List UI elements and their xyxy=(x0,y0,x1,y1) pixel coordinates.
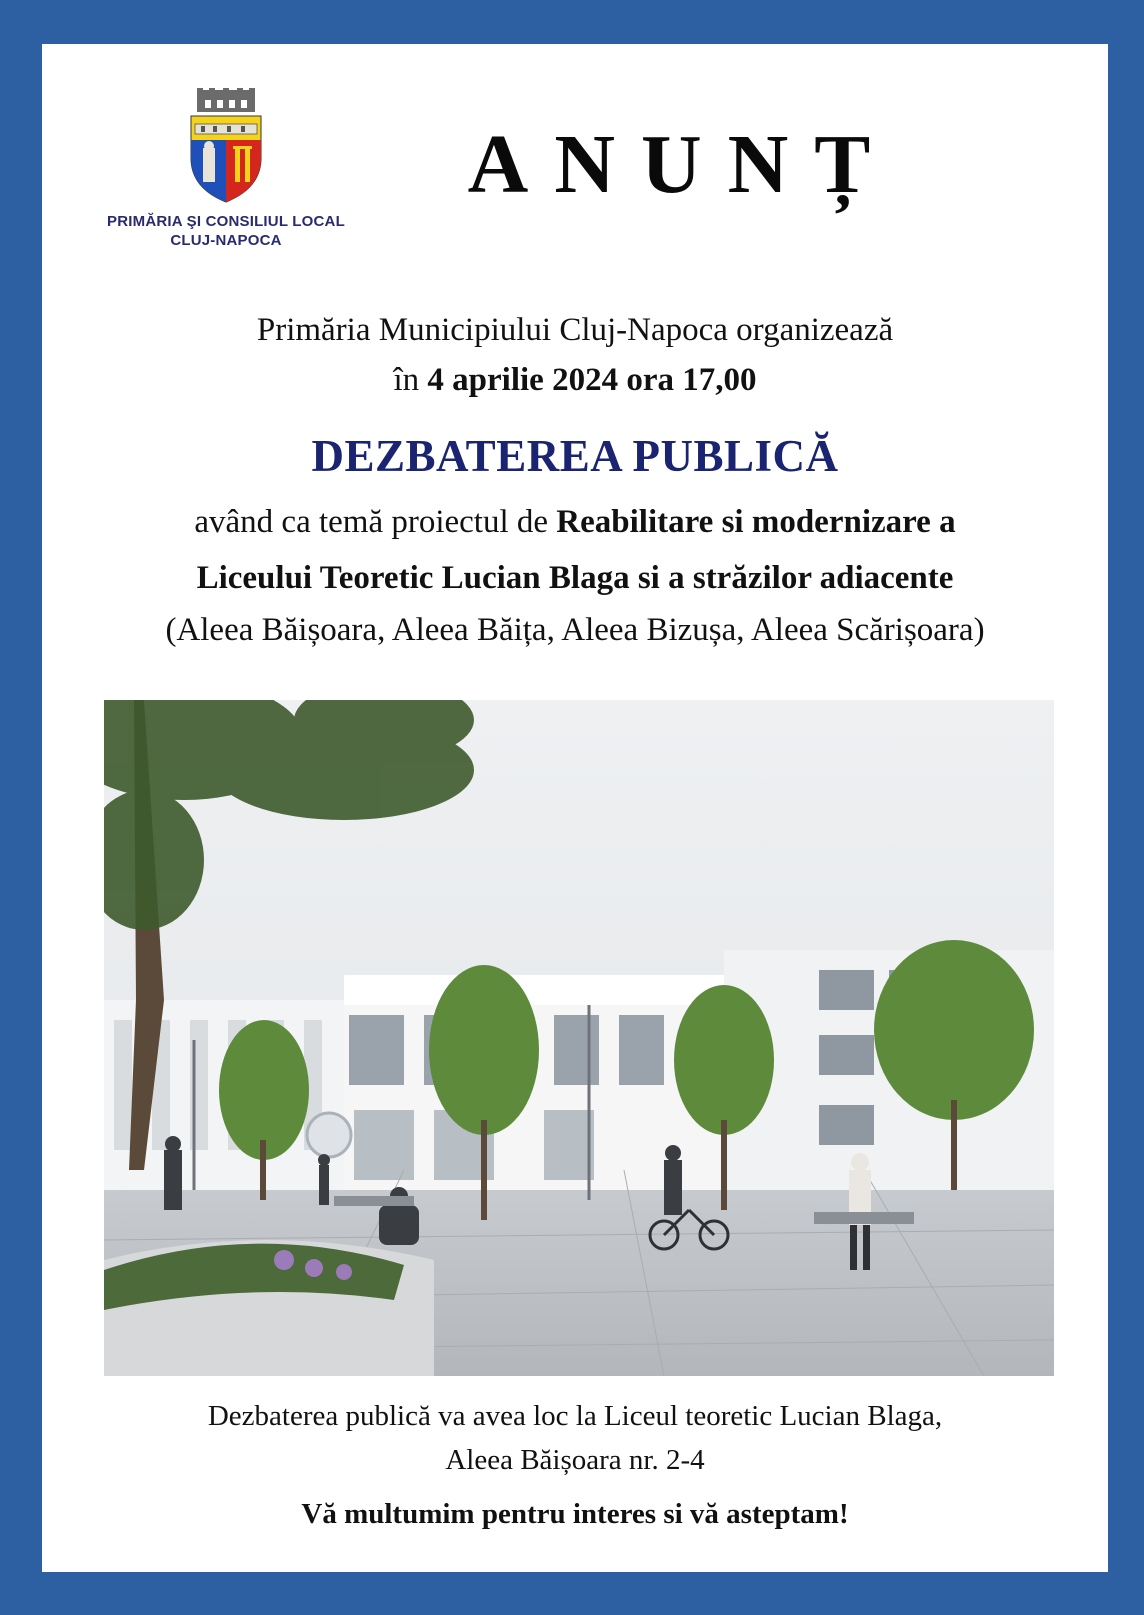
topic-line-2: Liceului Teoretic Lucian Blaga si a străzilor adiacente xyxy=(196,560,954,596)
intro-text: Primăria Municipiului Cluj-Napoca organizează xyxy=(256,312,894,348)
date-prefix: în xyxy=(393,362,428,398)
date-line xyxy=(42,362,1108,399)
topic-line-1 xyxy=(42,504,1108,541)
street-list: (Aleea Băișoara, Aleea Băița, Aleea Bizușa, Aleea Scărișoara) xyxy=(165,612,985,648)
coat-of-arms-icon xyxy=(187,88,265,204)
announcement-sheet xyxy=(42,44,1108,1572)
school-rendering-image xyxy=(104,700,1054,1376)
topic-bold-1: Reabilitare si modernizare a xyxy=(556,504,956,540)
event-title: DEZBATEREA PUBLICĂ xyxy=(311,431,839,481)
city-hall-logo xyxy=(96,88,356,250)
logo-text-line-2: CLUJ-NAPOCA xyxy=(170,232,282,249)
event-date: 4 aprilie 2024 ora 17,00 xyxy=(427,362,757,398)
announcement-title: ANUNȚ xyxy=(467,118,897,211)
thank-you-message: Vă multumim pentru interes si vă asteptam! xyxy=(301,1498,849,1530)
location-line-2: Aleea Băișoara nr. 2-4 xyxy=(445,1444,705,1476)
topic-prefix: având ca temă proiectul de xyxy=(194,504,557,540)
logo-text-line-1: PRIMĂRIA ŞI CONSILIUL LOCAL xyxy=(107,213,345,230)
location-line-1: Dezbaterea publică va avea loc la Liceul teoretic Lucian Blaga, xyxy=(207,1400,943,1432)
